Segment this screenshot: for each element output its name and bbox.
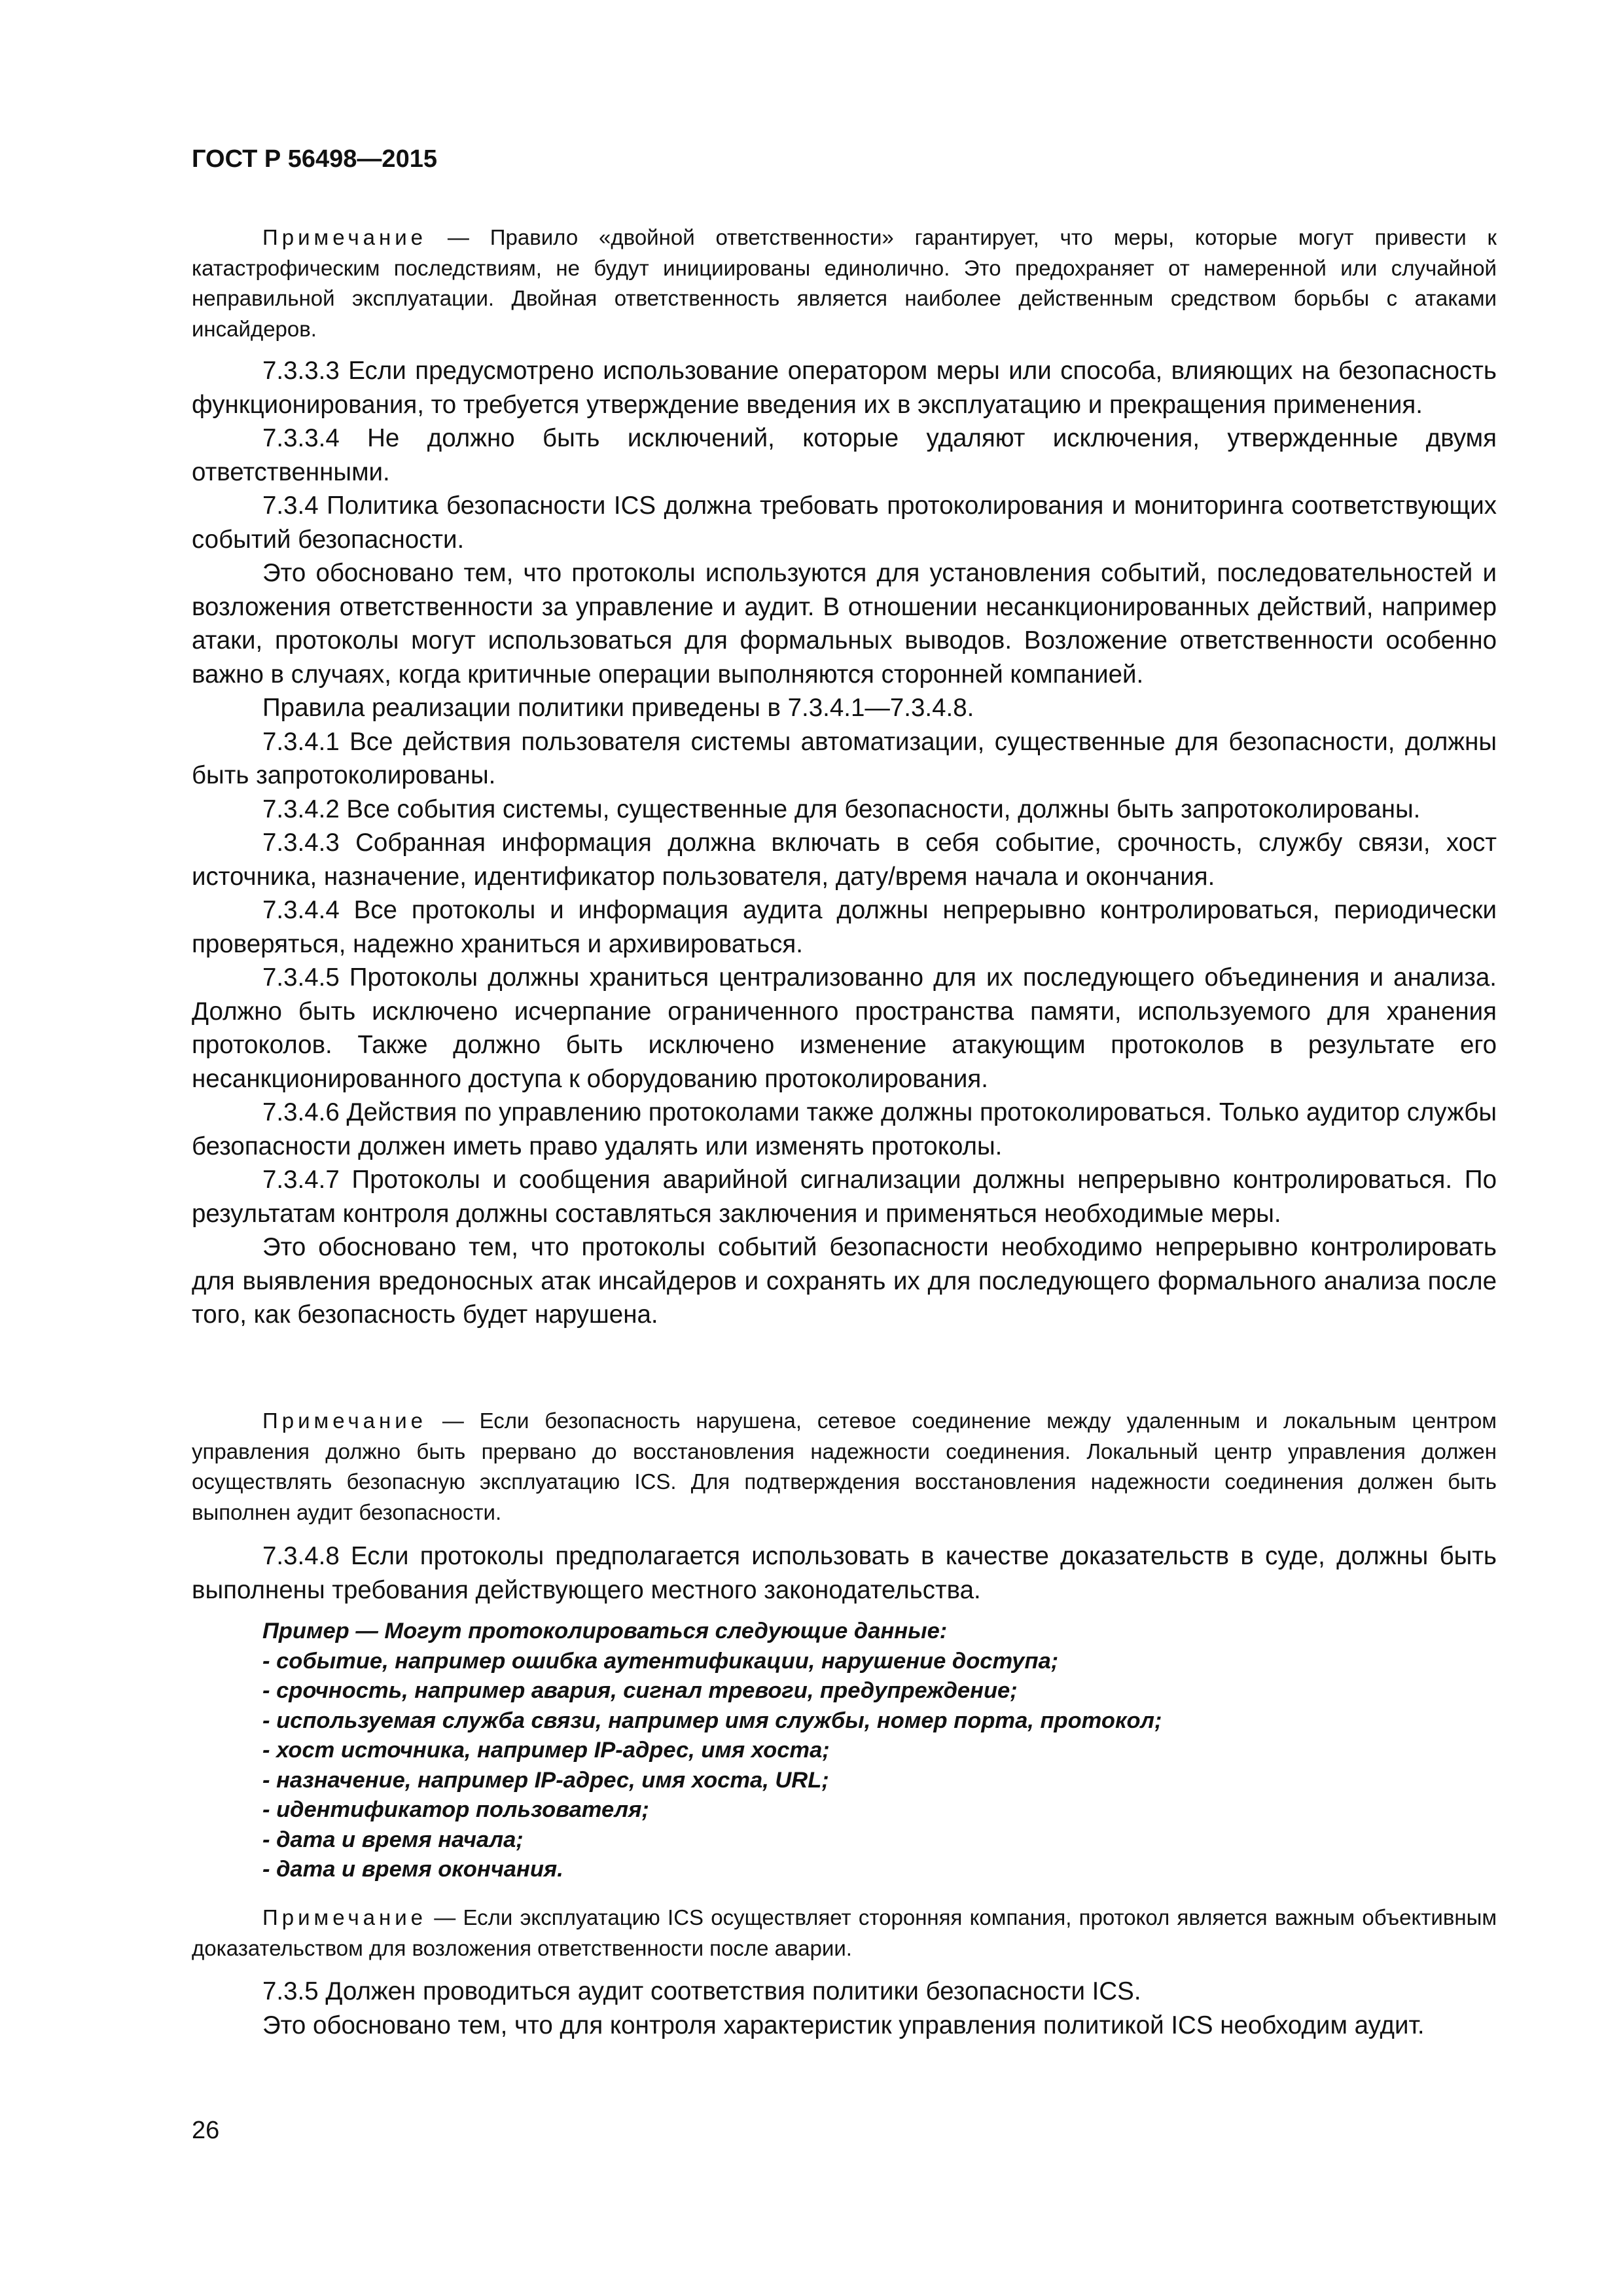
note-label: Примечание (262, 1905, 427, 1929)
page-body (192, 223, 1497, 344)
list-item: - срочность, например авария, сигнал тревоги, предупреждение; (262, 1678, 1018, 1703)
section-7-3-3 (192, 354, 1497, 1332)
note-1: Примечание — Правило «двойной ответственности» гарантирует, что меры, которые могут привести к катастрофическим последствиям, не будут инициированы единолично. Это предохраняет от намеренной или случайной неправильной эксплуатации. Двойная ответственность является наиболее действенным средством борьбы с атаками инсайдеров. (192, 225, 1497, 341)
paragraph-7-3-5: 7.3.5 Должен проводиться аудит соответствия политики безопасности ICS. (262, 1977, 1141, 2005)
page-number: 26 (192, 2117, 220, 2144)
list-item: - дата и время начала; (262, 1827, 524, 1852)
paragraph-7-3-4-1: 7.3.4.1 Все действия пользователя системы автоматизации, существенные для безопасности, должны быть запротоколированы. (192, 727, 1497, 789)
paragraph-7-3-4: 7.3.4 Политика безопасности ICS должна требовать протоколирования и мониторинга соответствующих событий безопасности. (192, 492, 1497, 554)
list-item: - назначение, например IP-адрес, имя хоста, URL; (262, 1767, 829, 1793)
paragraph-7-3-4-7-reason: Это обосновано тем, что протоколы событий безопасности необходимо непрерывно контролировать для выявления вредоносных атак инсайдеров и сохранять их для последующего формального анализа после того, как безопасность будет нарушена. (192, 1233, 1497, 1329)
list-item: - идентификатор пользователя; (262, 1797, 649, 1822)
note-label: Примечание (262, 225, 427, 249)
paragraph-7-3-4-4: 7.3.4.4 Все протоколы и информация аудита должны непрерывно контролироваться, периодически проверяться, надежно храниться и архивироваться. (192, 896, 1497, 958)
paragraph-7-3-3-4: 7.3.3.4 Не должно быть исключений, которые удаляют исключения, утвержденные двумя ответственными. (192, 424, 1497, 486)
list-item: - событие, например ошибка аутентификации, нарушение доступа; (262, 1648, 1059, 1674)
note-2-block (192, 1406, 1497, 1528)
paragraph-7-3-4-3: 7.3.4.3 Собранная информация должна включать в себя событие, срочность, службу связи, хост источника, назначение, идентификатор пользователя, дату/время начала и окончания. (192, 829, 1497, 891)
paragraph-7-3-4-rules: Правила реализации политики приведены в 7.3.4.1—7.3.4.8. (262, 694, 974, 722)
section-7-3-5 (192, 1975, 1497, 2042)
paragraph-7-3-4-8-block (192, 1539, 1497, 1607)
paragraph-7-3-4-2: 7.3.4.2 Все события системы, существенные для безопасности, должны быть запротоколированы. (262, 795, 1421, 823)
note-3-block (192, 1903, 1497, 1964)
list-item: - используемая служба связи, например имя службы, номер порта, протокол; (262, 1708, 1162, 1733)
note-label: Примечание (262, 1408, 427, 1433)
paragraph-7-3-4-5: 7.3.4.5 Протоколы должны храниться централизованно для их последующего объединения и анализа. Должно быть исключено исчерпание ограниченного пространства памяти, используемого для хранения протоколов. Также должно быть исключено изменение атакующим протоколов в результате его несанкционированного доступа к оборудованию протоколирования. (192, 963, 1497, 1093)
note-3: Примечание — Если эксплуатацию ICS осуществляет сторонняя компания, протокол является важным объективным доказательством для возложения ответственности после аварии. (192, 1905, 1497, 1960)
note-2: Примечание — Если безопасность нарушена, сетевое соединение между удаленным и локальным центром управления должно быть прервано до восстановления надежности соединения. Локальный центр управления должен осуществлять безопасную эксплуатацию ICS. Для подтверждения восстановления надежности соединения должен быть выполнен аудит безопасности. (192, 1408, 1497, 1524)
paragraph-7-3-3-3: 7.3.3.3 Если предусмотрено использование оператором меры или способа, влияющих на безопасность функционирования, то требуется утверждение введения их в эксплуатацию и прекращения применения. (192, 357, 1497, 419)
paragraph-7-3-4-6: 7.3.4.6 Действия по управлению протоколами также должны протоколироваться. Только аудитор службы безопасности должен иметь право удалять или изменять протоколы. (192, 1098, 1497, 1160)
list-item: - дата и время окончания. (262, 1857, 563, 1882)
example-title: Пример — Могут протоколироваться следующие данные: (262, 1619, 948, 1643)
document-header: ГОСТ Р 56498—2015 (192, 145, 437, 173)
paragraph-7-3-4-reason: Это обосновано тем, что протоколы используются для установления событий, последовательностей и возложения ответственности за управление и аудит. В отношении несанкционированных действий, например атаки, протоколы могут использоваться для формальных выводов. Возложение ответственности особенно важно в случаях, когда критичные операции выполняются сторонней компанией. (192, 559, 1497, 689)
list-item: - хост источника, например IP-адрес, имя хоста; (262, 1738, 830, 1763)
paragraph-7-3-5-reason: Это обосновано тем, что для контроля характеристик управления политикой ICS необходим аудит. (262, 2011, 1425, 2039)
paragraph-7-3-4-8: 7.3.4.8 Если протоколы предполагается использовать в качестве доказательств в суде, должны быть выполнены требования действующего местного законодательства. (192, 1542, 1497, 1604)
example-block (192, 1617, 1497, 1885)
paragraph-7-3-4-7: 7.3.4.7 Протоколы и сообщения аварийной сигнализации должны непрерывно контролироваться. По результатам контроля должны составляться заключения и применяться необходимые меры. (192, 1166, 1497, 1228)
